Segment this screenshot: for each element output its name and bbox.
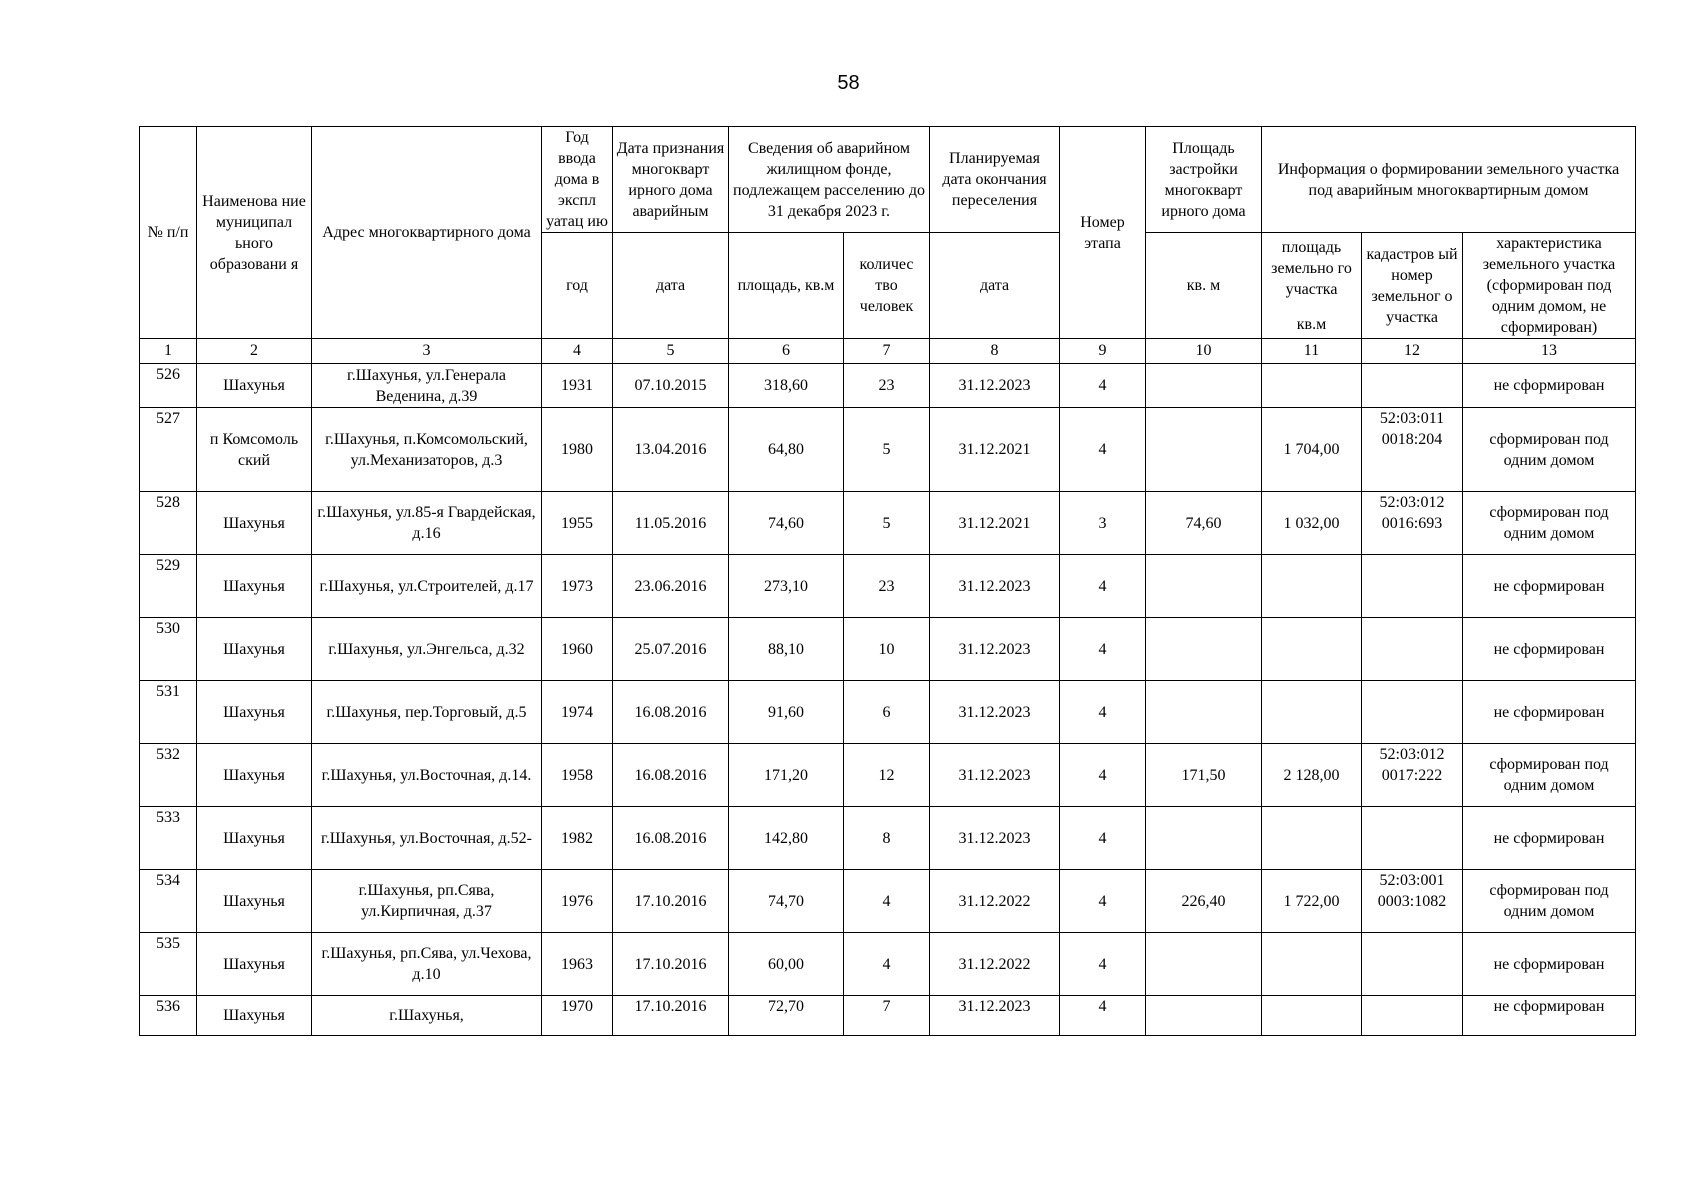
row-year: 1970 — [542, 996, 613, 1036]
row-recognition-date: 17.10.2016 — [613, 870, 729, 933]
column-number: 11 — [1262, 339, 1362, 364]
header-emergency-fund: Сведения об аварийном жилищном фонде, подлежащем расселению до 31 декабря 2023 г. — [729, 127, 930, 233]
row-address: г.Шахунья, пер.Торговый, д.5 — [312, 681, 542, 744]
header-year: Год ввода дома в экспл уатац ию — [542, 127, 613, 233]
row-cadastral — [1362, 364, 1463, 408]
row-year: 1931 — [542, 364, 613, 408]
row-recognition-date: 07.10.2015 — [613, 364, 729, 408]
row-number: 530 — [140, 618, 197, 681]
row-area: 64,80 — [729, 408, 844, 492]
header-unit-year: год — [542, 233, 613, 339]
row-recognition-date: 16.08.2016 — [613, 744, 729, 807]
row-area: 74,70 — [729, 870, 844, 933]
row-number: 526 — [140, 364, 197, 408]
row-land-area: 1 032,00 — [1262, 492, 1362, 555]
row-building-area — [1146, 996, 1262, 1036]
row-cadastral — [1362, 996, 1463, 1036]
row-area: 318,60 — [729, 364, 844, 408]
header-land-area-unit: кв.м — [1296, 315, 1327, 333]
row-stage: 4 — [1060, 744, 1146, 807]
row-planned-date: 31.12.2023 — [930, 996, 1060, 1036]
column-number: 12 — [1362, 339, 1463, 364]
row-address: г.Шахунья, ул.Восточная, д.52- — [312, 807, 542, 870]
row-land-status: не сформирован — [1463, 933, 1636, 996]
table-row — [140, 744, 1636, 807]
row-year: 1982 — [542, 807, 613, 870]
row-municipality: Шахунья — [197, 870, 312, 933]
row-area: 273,10 — [729, 555, 844, 618]
row-building-area: 171,50 — [1146, 744, 1262, 807]
row-cadastral — [1362, 807, 1463, 870]
row-land-status: не сформирован — [1463, 618, 1636, 681]
row-land-status: не сформирован — [1463, 807, 1636, 870]
row-stage: 4 — [1060, 555, 1146, 618]
row-land-status: не сформирован — [1463, 555, 1636, 618]
row-area: 60,00 — [729, 933, 844, 996]
header-land-plot-info: Информация о формировании земельного участка под аварийным многоквартирным домом — [1262, 127, 1636, 233]
row-stage: 4 — [1060, 870, 1146, 933]
row-area: 74,60 — [729, 492, 844, 555]
row-people: 5 — [844, 408, 930, 492]
column-number: 13 — [1463, 339, 1636, 364]
row-number: 532 — [140, 744, 197, 807]
row-planned-date: 31.12.2023 — [930, 807, 1060, 870]
row-municipality: Шахунья — [197, 364, 312, 408]
row-cadastral — [1362, 555, 1463, 618]
row-land-area: 1 704,00 — [1262, 408, 1362, 492]
row-land-area — [1262, 681, 1362, 744]
column-number: 1 — [140, 339, 197, 364]
table-row — [140, 618, 1636, 681]
row-number: 528 — [140, 492, 197, 555]
column-number: 7 — [844, 339, 930, 364]
column-number: 6 — [729, 339, 844, 364]
row-people: 23 — [844, 364, 930, 408]
row-planned-date: 31.12.2023 — [930, 681, 1060, 744]
row-municipality: Шахунья — [197, 492, 312, 555]
row-cadastral — [1362, 681, 1463, 744]
row-land-area — [1262, 618, 1362, 681]
row-recognition-date: 23.06.2016 — [613, 555, 729, 618]
row-address: г.Шахунья, ул.Строителей, д.17 — [312, 555, 542, 618]
row-municipality: Шахунья — [197, 744, 312, 807]
row-year: 1958 — [542, 744, 613, 807]
header-land-status: характеристика земельного участка (сформирован под одним домом, не сформирован) — [1463, 233, 1636, 339]
row-number: 536 — [140, 996, 197, 1036]
table-row — [140, 408, 1636, 492]
column-numbers-row — [140, 339, 1636, 364]
column-number: 4 — [542, 339, 613, 364]
row-recognition-date: 11.05.2016 — [613, 492, 729, 555]
column-number: 10 — [1146, 339, 1262, 364]
row-stage: 4 — [1060, 681, 1146, 744]
row-number: 531 — [140, 681, 197, 744]
row-land-status: сформирован под одним домом — [1463, 492, 1636, 555]
row-address: г.Шахунья, п.Комсомольский, ул.Механизаторов, д.3 — [312, 408, 542, 492]
row-municipality: Шахунья — [197, 618, 312, 681]
row-number: 527 — [140, 408, 197, 492]
row-area: 171,20 — [729, 744, 844, 807]
header-land-area-label: площадь земельно го участка — [1271, 238, 1352, 298]
row-planned-date: 31.12.2021 — [930, 408, 1060, 492]
row-recognition-date: 16.08.2016 — [613, 807, 729, 870]
row-land-status: не сформирован — [1463, 996, 1636, 1036]
row-number: 534 — [140, 870, 197, 933]
row-address: г.Шахунья, ул.Энгельса, д.32 — [312, 618, 542, 681]
row-building-area — [1146, 933, 1262, 996]
row-municipality: Шахунья — [197, 555, 312, 618]
row-address: г.Шахунья, ул.Генерала Веденина, д.39 — [312, 364, 542, 408]
row-year: 1955 — [542, 492, 613, 555]
row-municipality: Шахунья — [197, 996, 312, 1036]
row-municipality: Шахунья — [197, 933, 312, 996]
column-number: 3 — [312, 339, 542, 364]
emergency-housing-table — [139, 126, 1636, 1036]
row-area: 72,70 — [729, 996, 844, 1036]
header-address: Адрес многоквартирного дома — [312, 127, 542, 339]
row-number: 535 — [140, 933, 197, 996]
row-planned-date: 31.12.2022 — [930, 870, 1060, 933]
table-row — [140, 807, 1636, 870]
row-year: 1973 — [542, 555, 613, 618]
row-people: 12 — [844, 744, 930, 807]
row-recognition-date: 16.08.2016 — [613, 681, 729, 744]
row-land-area — [1262, 933, 1362, 996]
table-row — [140, 364, 1636, 408]
row-cadastral — [1362, 618, 1463, 681]
row-planned-date: 31.12.2023 — [930, 744, 1060, 807]
row-area: 88,10 — [729, 618, 844, 681]
row-recognition-date: 25.07.2016 — [613, 618, 729, 681]
row-municipality: Шахунья — [197, 681, 312, 744]
row-planned-date: 31.12.2023 — [930, 618, 1060, 681]
row-recognition-date: 17.10.2016 — [613, 996, 729, 1036]
header-row-upper — [140, 127, 1636, 233]
row-land-area — [1262, 807, 1362, 870]
row-address: г.Шахунья, рп.Сява, ул.Кирпичная, д.37 — [312, 870, 542, 933]
header-unit-date: дата — [613, 233, 729, 339]
row-land-status: не сформирован — [1463, 364, 1636, 408]
page-number: 58 — [837, 72, 860, 94]
table-row — [140, 681, 1636, 744]
row-stage: 3 — [1060, 492, 1146, 555]
header-unit-plan-date: дата — [930, 233, 1060, 339]
table-row — [140, 933, 1636, 996]
row-stage: 4 — [1060, 408, 1146, 492]
row-recognition-date: 17.10.2016 — [613, 933, 729, 996]
row-area: 142,80 — [729, 807, 844, 870]
row-people: 7 — [844, 996, 930, 1036]
row-building-area — [1146, 681, 1262, 744]
column-number: 5 — [613, 339, 729, 364]
row-people: 5 — [844, 492, 930, 555]
table-row — [140, 996, 1636, 1036]
row-people: 4 — [844, 933, 930, 996]
row-building-area — [1146, 555, 1262, 618]
row-building-area: 226,40 — [1146, 870, 1262, 933]
row-planned-date: 31.12.2021 — [930, 492, 1060, 555]
row-year: 1976 — [542, 870, 613, 933]
column-number: 2 — [197, 339, 312, 364]
row-land-status: сформирован под одним домом — [1463, 870, 1636, 933]
table-row — [140, 555, 1636, 618]
header-unit-area: площадь, кв.м — [729, 233, 844, 339]
table-row — [140, 492, 1636, 555]
row-number: 529 — [140, 555, 197, 618]
header-number: № п/п — [140, 127, 197, 339]
header-municipality: Наименова ние муниципал ьного образовани я — [197, 127, 312, 339]
row-cadastral: 52:03:012 0017:222 — [1362, 744, 1463, 807]
column-number: 9 — [1060, 339, 1146, 364]
row-people: 10 — [844, 618, 930, 681]
row-stage: 4 — [1060, 933, 1146, 996]
row-land-area: 1 722,00 — [1262, 870, 1362, 933]
header-stage: Номер этапа — [1060, 127, 1146, 339]
header-unit-people: количес тво человек — [844, 233, 930, 339]
row-stage: 4 — [1060, 618, 1146, 681]
row-land-area — [1262, 555, 1362, 618]
row-year: 1963 — [542, 933, 613, 996]
row-municipality: Шахунья — [197, 807, 312, 870]
row-planned-date: 31.12.2023 — [930, 555, 1060, 618]
row-number: 533 — [140, 807, 197, 870]
header-recognition-date: Дата признания многокварт ирного дома аварийным — [613, 127, 729, 233]
row-year: 1980 — [542, 408, 613, 492]
row-cadastral — [1362, 933, 1463, 996]
row-building-area — [1146, 618, 1262, 681]
row-address: г.Шахунья, рп.Сява, ул.Чехова, д.10 — [312, 933, 542, 996]
row-recognition-date: 13.04.2016 — [613, 408, 729, 492]
header-land-area — [1262, 233, 1362, 339]
table-row — [140, 870, 1636, 933]
column-number: 8 — [930, 339, 1060, 364]
row-people: 6 — [844, 681, 930, 744]
row-cadastral: 52:03:012 0016:693 — [1362, 492, 1463, 555]
row-land-area: 2 128,00 — [1262, 744, 1362, 807]
row-planned-date: 31.12.2023 — [930, 364, 1060, 408]
row-building-area: 74,60 — [1146, 492, 1262, 555]
row-people: 23 — [844, 555, 930, 618]
row-building-area — [1146, 364, 1262, 408]
row-land-status: не сформирован — [1463, 681, 1636, 744]
row-address: г.Шахунья, — [312, 996, 542, 1036]
header-building-area: Площадь застройки многокварт ирного дома — [1146, 127, 1262, 233]
row-land-area — [1262, 996, 1362, 1036]
row-cadastral: 52:03:001 0003:1082 — [1362, 870, 1463, 933]
row-municipality: п Комсомоль ский — [197, 408, 312, 492]
header-planned-date: Планируемая дата окончания переселения — [930, 127, 1060, 233]
row-address: г.Шахунья, ул.Восточная, д.14. — [312, 744, 542, 807]
row-land-status: сформирован под одним домом — [1463, 408, 1636, 492]
row-year: 1974 — [542, 681, 613, 744]
row-building-area — [1146, 408, 1262, 492]
row-land-area — [1262, 364, 1362, 408]
row-people: 8 — [844, 807, 930, 870]
row-stage: 4 — [1060, 807, 1146, 870]
row-planned-date: 31.12.2022 — [930, 933, 1060, 996]
header-cadastral: кадастров ый номер земельног о участка — [1362, 233, 1463, 339]
row-stage: 4 — [1060, 364, 1146, 408]
row-year: 1960 — [542, 618, 613, 681]
row-land-status: сформирован под одним домом — [1463, 744, 1636, 807]
row-cadastral: 52:03:011 0018:204 — [1362, 408, 1463, 492]
row-stage: 4 — [1060, 996, 1146, 1036]
row-address: г.Шахунья, ул.85-я Гвардейская, д.16 — [312, 492, 542, 555]
row-area: 91,60 — [729, 681, 844, 744]
row-people: 4 — [844, 870, 930, 933]
row-building-area — [1146, 807, 1262, 870]
header-unit-sqm: кв. м — [1146, 233, 1262, 339]
